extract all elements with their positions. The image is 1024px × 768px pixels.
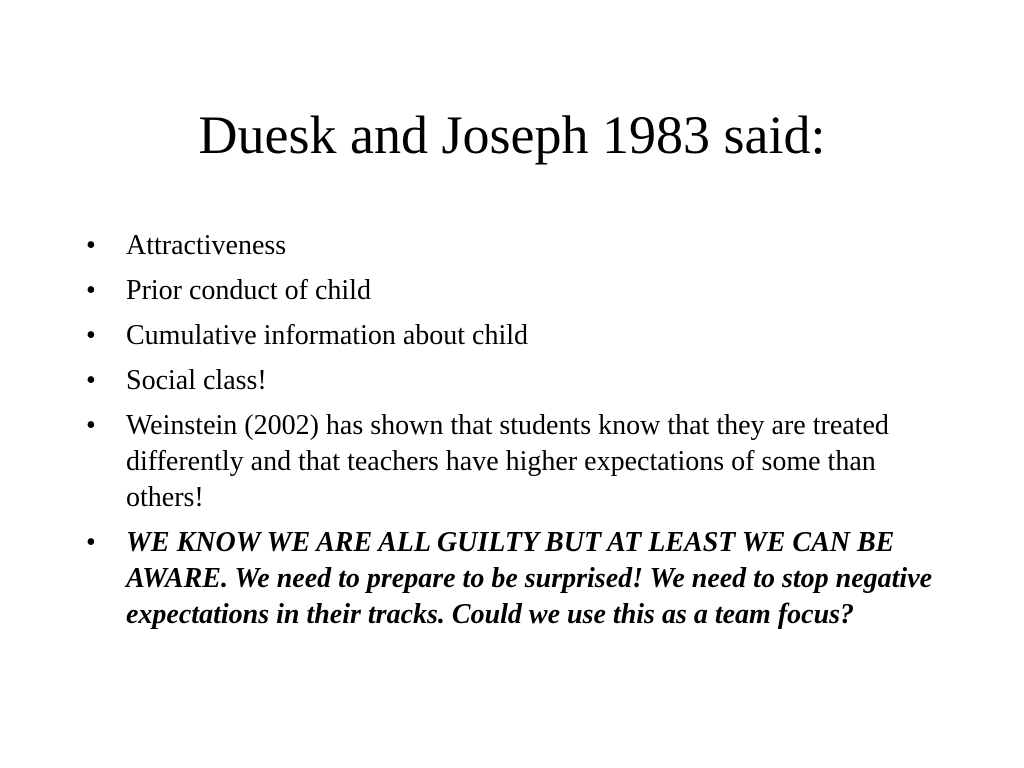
bullet-icon: • [86, 320, 96, 351]
bullet-text: WE KNOW WE ARE ALL GUILTY BUT AT LEAST WE CAN BE AWARE. We need to prepare to be surprised! We need to stop negative expectations in their tracks. Could we use this as a team focus? [126, 527, 933, 630]
bullet-item-team-focus [86, 525, 936, 633]
bullet-text: Weinstein (2002) has shown that students know that they are treated differently and that teachers have higher expectations of some than others! [126, 410, 889, 513]
bullet-item-prior-conduct [86, 273, 936, 309]
bullet-text: Attractiveness [126, 230, 287, 261]
bullet-icon: • [86, 410, 96, 441]
bullet-item-weinstein [86, 408, 936, 516]
slide-title: Duesk and Joseph 1983 said: [198, 105, 826, 165]
bullet-icon: • [86, 275, 96, 306]
bullet-item-attractiveness [86, 228, 936, 264]
bullet-item-cumulative-information [86, 318, 936, 354]
bullet-icon: • [86, 365, 96, 396]
bullet-text: Prior conduct of child [126, 275, 371, 306]
bullet-icon: • [86, 230, 96, 261]
bullet-text: Cumulative information about child [126, 320, 529, 351]
bullet-item-social-class [86, 363, 936, 399]
bullet-icon: • [86, 527, 96, 558]
bullet-list [86, 228, 936, 642]
bullet-text: Social class! [126, 365, 267, 396]
